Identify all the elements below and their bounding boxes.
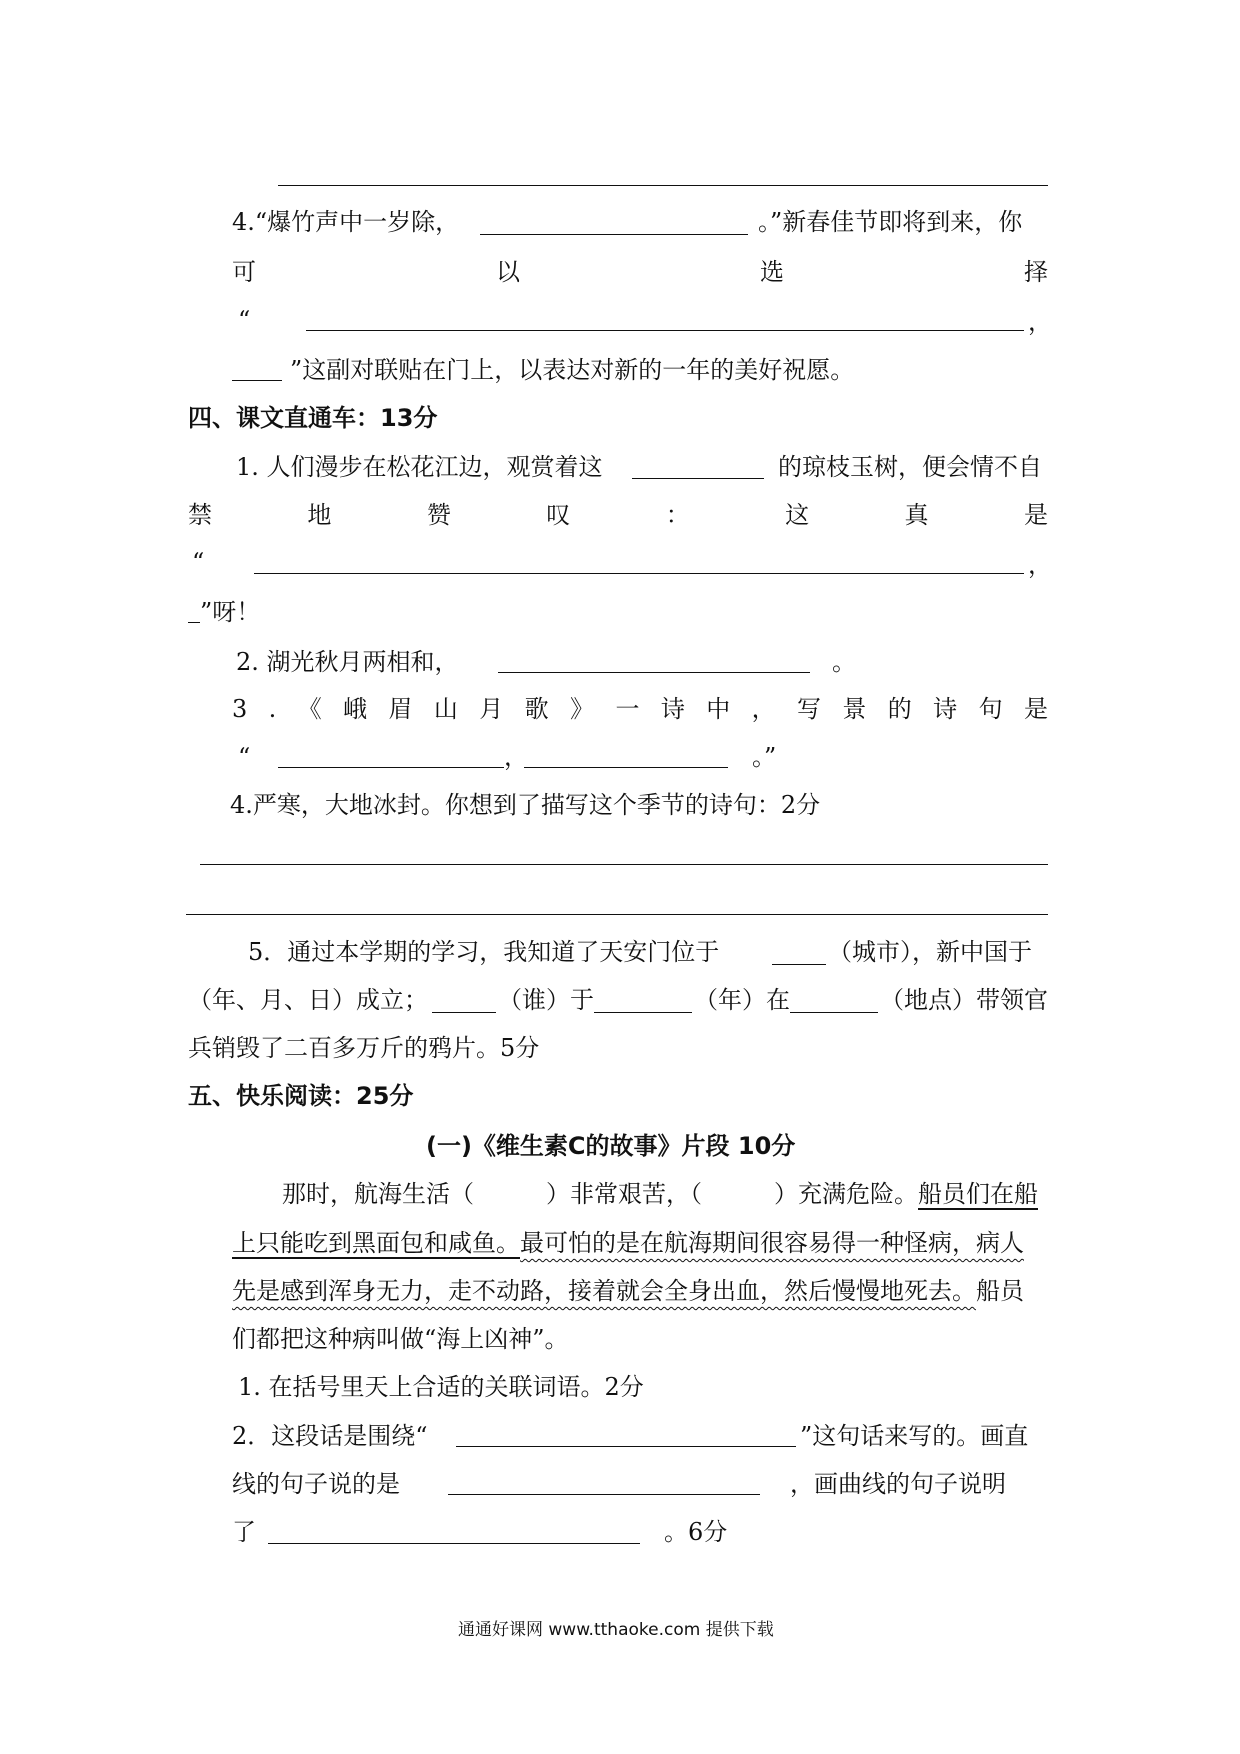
s4-q2-text-2: 。 bbox=[832, 648, 856, 676]
answer-blank bbox=[268, 1543, 640, 1544]
passage-title: (一)《维生素C的故事》片段 10分 bbox=[426, 1132, 796, 1160]
char: 择 bbox=[1024, 258, 1048, 286]
char: 《 bbox=[297, 695, 322, 723]
open-quote: “ bbox=[192, 548, 205, 576]
s4-q5-l2-d: （地点）带领官 bbox=[880, 986, 1048, 1014]
answer-blank bbox=[254, 573, 1024, 574]
char: 》 bbox=[570, 695, 595, 723]
passage-text: ）充满危险。 bbox=[774, 1180, 918, 1208]
answer-blank bbox=[448, 1494, 760, 1495]
char: 可 bbox=[232, 258, 256, 286]
s4-q3-spread-line bbox=[232, 697, 1048, 721]
char: 禁 bbox=[188, 501, 212, 529]
answer-blank bbox=[188, 622, 200, 623]
char: 是 bbox=[1023, 695, 1048, 723]
char: 地 bbox=[307, 501, 332, 529]
s4-q1-text-2: 的琼枝玉树，便会情不自 bbox=[778, 453, 1042, 481]
s5-q1-text: 1. 在括号里天上合适的关联词语。2分 bbox=[238, 1373, 644, 1401]
answer-blank bbox=[524, 767, 728, 768]
char: 山 bbox=[433, 695, 458, 723]
s5-q2-l3-a: 了 bbox=[232, 1518, 256, 1546]
s3-q4-spread-line bbox=[232, 260, 1048, 284]
char: 3 bbox=[232, 695, 248, 723]
wavy-underlined-text: 最可怕的是在航海期间很容易得一种怪病，病人 bbox=[520, 1229, 1024, 1257]
char: 真 bbox=[904, 501, 929, 529]
passage-text: 那时，航海生活（ bbox=[282, 1180, 474, 1208]
char: 一 bbox=[615, 695, 640, 723]
s4-q5-l1-b: （城市），新中国于 bbox=[828, 938, 1032, 966]
page-footer: 通通好课网 www.tthaoke.com 提供下载 bbox=[458, 1620, 774, 1640]
char: 的 bbox=[887, 695, 912, 723]
char: 歌 bbox=[524, 695, 549, 723]
passage-line-3 bbox=[232, 1279, 1024, 1303]
straight-underlined-text: 船员们在船 bbox=[918, 1180, 1038, 1208]
s4-q5-l2-c: （年）在 bbox=[694, 986, 790, 1014]
s4-q5-l2-b: （谁）于 bbox=[498, 986, 594, 1014]
char: 句 bbox=[978, 695, 1003, 723]
answer-blank bbox=[480, 234, 748, 235]
answer-blank bbox=[632, 478, 764, 479]
open-quote: “ bbox=[238, 306, 251, 334]
char: ： bbox=[665, 501, 690, 529]
comma: ， bbox=[1028, 551, 1052, 579]
char: 中 bbox=[706, 695, 731, 723]
char: 峨 bbox=[343, 695, 368, 723]
char: ， bbox=[751, 695, 776, 723]
s4-q1-tail: ”呀！ bbox=[200, 598, 261, 626]
open-quote: “ bbox=[238, 743, 251, 771]
s3-q4-text-2: 。”新春佳节即将到来，你 bbox=[758, 208, 1023, 236]
char: 月 bbox=[479, 695, 504, 723]
answer-blank bbox=[456, 1446, 796, 1447]
answer-blank bbox=[306, 330, 1024, 331]
char: 这 bbox=[785, 501, 810, 529]
answer-line bbox=[200, 864, 1048, 865]
answer-line bbox=[186, 914, 1048, 915]
comma: ， bbox=[1028, 308, 1052, 336]
answer-blank bbox=[432, 1012, 496, 1013]
s4-q1-spread-line bbox=[188, 503, 1048, 527]
answer-blank bbox=[772, 964, 826, 965]
passage-line-1 bbox=[282, 1182, 1038, 1206]
s5-q2-l2-a: 线的句子说的是 bbox=[232, 1470, 400, 1498]
char: . bbox=[268, 695, 277, 723]
char: 赞 bbox=[426, 501, 451, 529]
char: 眉 bbox=[388, 695, 413, 723]
passage-line-2 bbox=[232, 1231, 1024, 1255]
s4-q5-l3: 兵销毁了二百多万斤的鸦片。5分 bbox=[188, 1034, 540, 1062]
s3-q4-tail: ”这副对联贴在门上，以表达对新的一年的美好祝愿。 bbox=[290, 356, 855, 384]
s4-q5-l2-a: （年、月、日）成立； bbox=[188, 986, 428, 1014]
section-heading-4: 四、课文直通车：13分 bbox=[188, 404, 438, 432]
answer-blank bbox=[498, 672, 810, 673]
char: 写 bbox=[797, 695, 821, 723]
straight-underlined-text: 上只能吃到黑面包和咸鱼。 bbox=[232, 1229, 520, 1257]
s4-q4-text: 4.严寒，大地冰封。你想到了描写这个季节的诗句：2分 bbox=[230, 791, 821, 819]
passage-line-4: 们都把这种病叫做“海上凶神”。 bbox=[232, 1325, 569, 1353]
section-heading-5: 五、快乐阅读：25分 bbox=[188, 1082, 414, 1110]
char: 以 bbox=[496, 258, 520, 286]
passage-text: 船员 bbox=[976, 1277, 1024, 1305]
wavy-underlined-text: 先是感到浑身无力，走不动路，接着就会全身出血，然后慢慢地死去。 bbox=[232, 1277, 976, 1305]
passage-text: ）非常艰苦，（ bbox=[546, 1180, 702, 1208]
s5-q2-l1-b: ”这句话来写的。画直 bbox=[800, 1422, 1029, 1450]
char: 诗 bbox=[660, 695, 685, 723]
answer-blank bbox=[278, 767, 504, 768]
s3-q4-text-1: 4.“爆竹声中一岁除， bbox=[232, 208, 460, 236]
answer-blank bbox=[232, 380, 282, 381]
answer-line bbox=[278, 185, 1048, 186]
close-quote: 。” bbox=[752, 743, 777, 771]
s4-q2-text-1: 2. 湖光秋月两相和， bbox=[236, 648, 459, 676]
char: 是 bbox=[1023, 501, 1048, 529]
s4-q1-text-1: 1. 人们漫步在松花江边，观赏着这 bbox=[236, 453, 603, 481]
char: 选 bbox=[760, 258, 784, 286]
s4-q5-l1-a: 5．通过本学期的学习，我知道了天安门位于 bbox=[248, 938, 720, 966]
char: 叹 bbox=[546, 501, 571, 529]
char: 诗 bbox=[933, 695, 958, 723]
s5-q2-l2-b: ，画曲线的句子说明 bbox=[790, 1470, 1006, 1498]
s5-q2-l1-a: 2．这段话是围绕“ bbox=[232, 1422, 428, 1450]
comma: ， bbox=[504, 743, 528, 771]
char: 景 bbox=[842, 695, 867, 723]
s5-q2-l3-b: 。6分 bbox=[664, 1518, 728, 1546]
answer-blank bbox=[790, 1012, 878, 1013]
answer-blank bbox=[594, 1012, 692, 1013]
